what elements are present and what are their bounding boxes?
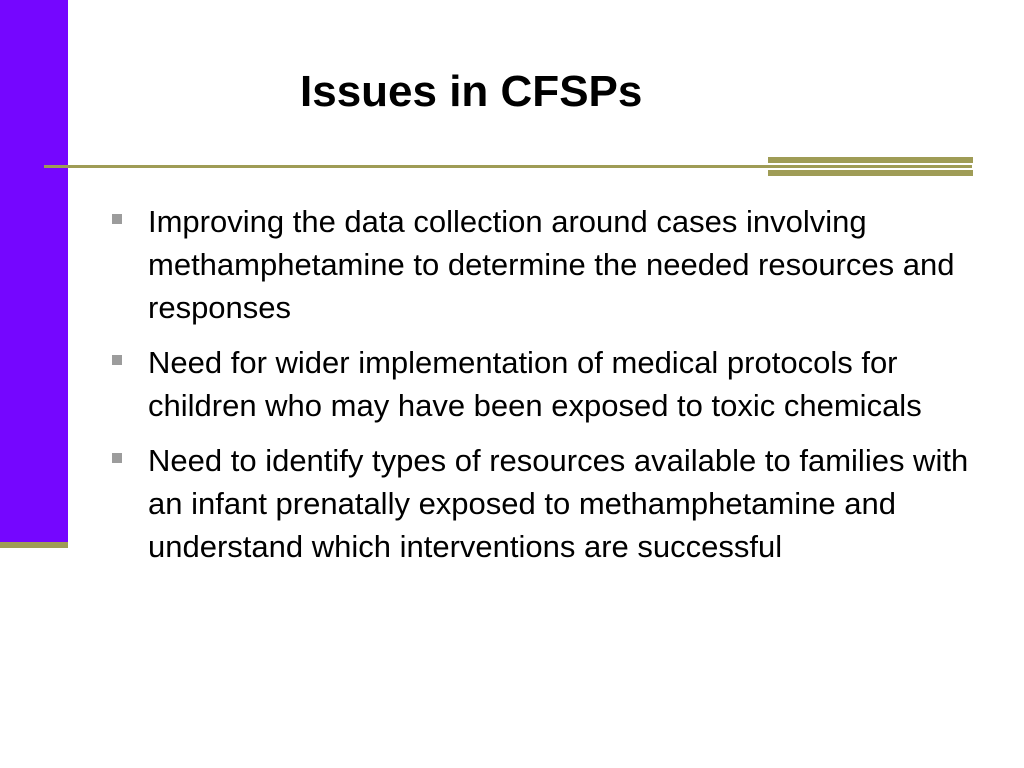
bullet-item	[112, 439, 972, 568]
bullet-text: Need to identify types of resources available to families with an infant prenatally exposed to methamphetamine and understand which interventions are successful	[148, 443, 969, 564]
title-divider-accent-top	[768, 157, 973, 163]
bullet-list	[112, 200, 972, 580]
left-accent-bar-edge	[0, 542, 68, 548]
square-bullet-icon	[112, 453, 122, 463]
slide-title: Issues in CFSPs	[300, 67, 643, 116]
square-bullet-icon	[112, 214, 122, 224]
bullet-item	[112, 341, 972, 427]
bullet-item	[112, 200, 972, 329]
bullet-text: Improving the data collection around cases involving methamphetamine to determine the needed resources and responses	[148, 204, 955, 325]
title-divider-accent-bottom	[768, 170, 973, 176]
title-divider-line	[44, 165, 972, 168]
left-accent-bar	[0, 0, 68, 548]
bullet-text: Need for wider implementation of medical protocols for children who may have been exposed to toxic chemicals	[148, 345, 922, 423]
square-bullet-icon	[112, 355, 122, 365]
